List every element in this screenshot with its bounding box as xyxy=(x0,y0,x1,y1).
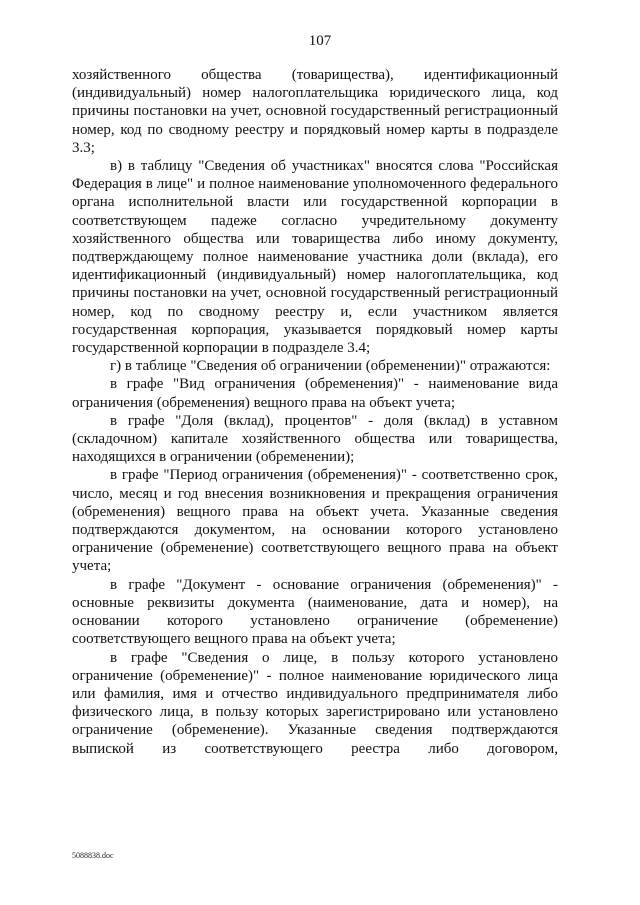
page-number: 107 xyxy=(308,33,332,49)
document-body xyxy=(72,66,558,758)
paragraph-column-period: в графе "Период ограничения (обременения)" - соответственно срок, число, месяц и год внесения возникновения и прекращения ограничения (обременения) вещного права на объект учета. Указанные сведения подтверждаются документом, на основании которого установлено ограничение (обременение) соответствующего вещного права на объект учета; xyxy=(72,467,558,575)
paragraph-column-document: в графе "Документ - основание ограничения (обременения)" - основные реквизиты документа (наименование, дата и номер), на основании которого установлено ограничение (обременение) соответствующего вещного права на объект учета; xyxy=(72,576,558,648)
paragraph-column-beneficiary: в графе "Сведения о лице, в пользу которого установлено ограничение (обременение)" - полное наименование юридического лица или фамилия, имя и отчество индивидуального предпринимателя либо физического лица, в пользу которых зарегистрировано или установлено ограничение (обременение). Указанные сведения подтверждаются выпиской из соответствующего реестра либо договором, xyxy=(72,649,558,757)
footer-file-name: 5088838.doc xyxy=(72,851,114,860)
paragraph-column-type: в графе "Вид ограничения (обременения)" - наименование вида ограничения (обременения) вещного права на объект учета; xyxy=(72,376,558,411)
paragraph-column-share: в графе "Доля (вклад), процентов" - доля (вклад) в уставном (складочном) капитале хозяйственного общества или товарищества, находящихся в ограничении (обременении); xyxy=(72,412,558,466)
paragraph-item-v: в) в таблицу "Сведения об участниках" вносятся слова "Российская Федерация в лице" и полное наименование уполномоченного федерального органа исполнительной власти или государственной корпорации в соответствующем падеже согласно учредительному документу хозяйственного общества или товарищества либо иному документу, подтверждающему полное наименование участника доли (вклада), его идентификационный (индивидуальный) номер налогоплательщика, код причины постановки на учет, основной государственный регистрационный номер, код по сводному реестру и, если участником является государственная корпорация, указывается порядковый номер карты государственной корпорации в подразделе 3.4; xyxy=(72,158,558,357)
paragraph-continuation: хозяйственного общества (товарищества), идентификационный (индивидуальный) номер налогоплательщика юридического лица, код причины постановки на учет, основной государственный регистрационный номер, код по сводному реестру и порядковый номер карты в подразделе 3.3; xyxy=(72,67,558,156)
paragraph-item-g: г) в таблице "Сведения об ограничении (обременении)" отражаются: xyxy=(110,358,551,375)
